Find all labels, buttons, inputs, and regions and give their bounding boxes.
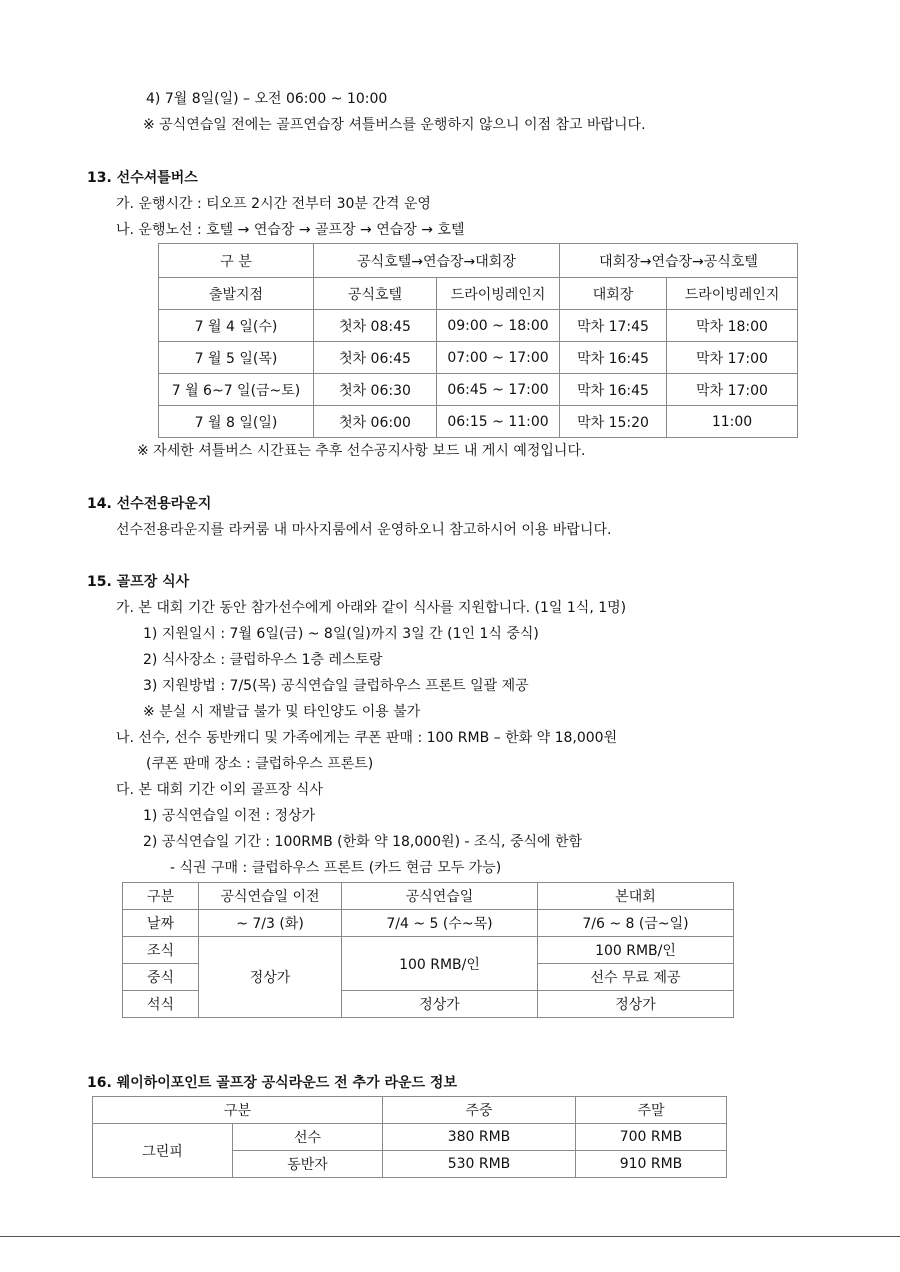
coupon-sale-line: 나. 선수, 선수 동반캐디 및 가족에게는 쿠폰 판매 : 100 RMB – 한화 약 18,000원 (116, 730, 618, 746)
shuttle-cell: 막차 17:00 (667, 374, 798, 406)
coupon-sale-place: (쿠폰 판매 장소 : 클럽하우스 프론트) (146, 756, 374, 772)
shuttle-timetable (158, 243, 798, 438)
meal-practice-price: 100 RMB/인 (342, 937, 538, 991)
shuttle-schedule-note: ※ 자세한 셔틀버스 시간표는 추후 선수공지사항 보드 내 게시 예정입니다. (137, 443, 586, 459)
shuttle-cell: 첫차 06:00 (314, 406, 437, 438)
shuttle-header-range: 드라이빙레인지 (437, 278, 560, 310)
table-row (123, 910, 734, 937)
meal-table (122, 882, 734, 1018)
meal-support-date: 1) 지원일시 : 7월 6일(금) ~ 8일(일)까지 3일 간 (1인 1식 중식) (143, 626, 539, 642)
round-header-weekend: 주말 (576, 1097, 727, 1124)
meal-row-dinner: 석식 (123, 991, 199, 1018)
round-player-weekday: 380 RMB (383, 1124, 576, 1151)
shuttle-cell: 막차 15:20 (560, 406, 667, 438)
shuttle-cell: 막차 17:45 (560, 310, 667, 342)
lounge-description: 선수전용라운지를 라커룸 내 마사지룸에서 운영하오니 참고하시어 이용 바랍니다. (116, 522, 612, 538)
meal-header-division: 구분 (123, 883, 199, 910)
shuttle-header-division: 구 분 (159, 244, 314, 278)
round-greenfee-label: 그린피 (93, 1124, 233, 1178)
meal-support-line: 가. 본 대회 기간 동안 참가선수에게 아래와 같이 식사를 지원합니다. (1일 1식, 1명) (116, 600, 627, 616)
section-16-title: 16. 웨이하이포인트 골프장 공식라운드 전 추가 라운드 정보 (87, 1075, 457, 1091)
shuttle-cell: 막차 17:00 (667, 342, 798, 374)
other-meal-line: 다. 본 대회 기간 이외 골프장 식사 (116, 782, 323, 798)
meal-main-breakfast: 100 RMB/인 (538, 937, 734, 964)
page-bottom-rule (0, 1236, 900, 1237)
shuttle-hours-line: 가. 운행시간 : 티오프 2시간 전부터 30분 간격 운영 (116, 196, 431, 212)
shuttle-cell: 7 월 6~7 일(금~토) (159, 374, 314, 406)
shuttle-cell: 11:00 (667, 406, 798, 438)
shuttle-header-range-return: 드라이빙레인지 (667, 278, 798, 310)
meal-row-date: 날짜 (123, 910, 199, 937)
meal-practice-dinner: 정상가 (342, 991, 538, 1018)
other-meal-practice: 2) 공식연습일 기간 : 100RMB (한화 약 18,000원) - 조식, 중식에 한함 (143, 834, 583, 850)
meal-ticket-purchase: - 식권 구매 : 클럽하우스 프론트 (카드 현금 모두 가능) (170, 860, 502, 876)
shuttle-cell: 막차 16:45 (560, 374, 667, 406)
shuttle-cell: 첫차 06:45 (314, 342, 437, 374)
meal-row-breakfast: 조식 (123, 937, 199, 964)
shuttle-header-return: 대회장→연습장→공식호텔 (560, 244, 798, 278)
shuttle-cell: 09:00 ~ 18:00 (437, 310, 560, 342)
shuttle-header-hotel: 공식호텔 (314, 278, 437, 310)
table-row (159, 406, 798, 438)
shuttle-cell: 7 월 8 일(일) (159, 406, 314, 438)
meal-pre-normal-price: 정상가 (199, 937, 342, 1018)
shuttle-cell: 7 월 5 일(목) (159, 342, 314, 374)
meal-date-pre: ~ 7/3 (화) (199, 910, 342, 937)
shuttle-cell: 06:45 ~ 17:00 (437, 374, 560, 406)
round-fee-table (92, 1096, 727, 1178)
meal-header-main: 본대회 (538, 883, 734, 910)
shuttle-header-outbound: 공식호텔→연습장→대회장 (314, 244, 560, 278)
meal-main-lunch: 선수 무료 제공 (538, 964, 734, 991)
practice-shuttle-note: ※ 공식연습일 전에는 골프연습장 셔틀버스를 운행하지 않으니 이점 참고 바랍니다. (143, 117, 646, 133)
table-row (123, 937, 734, 964)
shuttle-cell: 06:15 ~ 11:00 (437, 406, 560, 438)
shuttle-cell: 막차 16:45 (560, 342, 667, 374)
round-companion-weekend: 910 RMB (576, 1151, 727, 1178)
round-player-label: 선수 (233, 1124, 383, 1151)
round-player-weekend: 700 RMB (576, 1124, 727, 1151)
meal-header-pre: 공식연습일 이전 (199, 883, 342, 910)
shuttle-cell: 첫차 06:30 (314, 374, 437, 406)
meal-support-note: ※ 분실 시 재발급 불가 및 타인양도 이용 불가 (143, 704, 421, 720)
meal-main-dinner: 정상가 (538, 991, 734, 1018)
round-header-division: 구분 (93, 1097, 383, 1124)
shuttle-header-venue: 대회장 (560, 278, 667, 310)
meal-date-practice: 7/4 ~ 5 (수~목) (342, 910, 538, 937)
shuttle-cell: 막차 18:00 (667, 310, 798, 342)
shuttle-cell: 첫차 08:45 (314, 310, 437, 342)
round-header-weekday: 주중 (383, 1097, 576, 1124)
round-companion-weekday: 530 RMB (383, 1151, 576, 1178)
meal-header-practice: 공식연습일 (342, 883, 538, 910)
meal-support-method: 3) 지원방법 : 7/5(목) 공식연습일 클럽하우스 프론트 일괄 제공 (143, 678, 529, 694)
shuttle-cell: 7 월 4 일(수) (159, 310, 314, 342)
section-14-title: 14. 선수전용라운지 (87, 496, 212, 512)
round-companion-label: 동반자 (233, 1151, 383, 1178)
shuttle-cell: 07:00 ~ 17:00 (437, 342, 560, 374)
meal-date-main: 7/6 ~ 8 (금~일) (538, 910, 734, 937)
meal-row-lunch: 중식 (123, 964, 199, 991)
section-13-title: 13. 선수셔틀버스 (87, 170, 198, 186)
table-row (159, 342, 798, 374)
other-meal-pre: 1) 공식연습일 이전 : 정상가 (143, 808, 316, 824)
meal-support-place: 2) 식사장소 : 클럽하우스 1층 레스토랑 (143, 652, 383, 668)
practice-day-4-line: 4) 7월 8일(일) – 오전 06:00 ~ 10:00 (146, 91, 388, 107)
section-15-title: 15. 골프장 식사 (87, 574, 190, 590)
table-row (159, 374, 798, 406)
shuttle-route-line: 나. 운행노선 : 호텔 → 연습장 → 골프장 → 연습장 → 호텔 (116, 222, 465, 238)
table-row (93, 1124, 727, 1151)
table-row (159, 310, 798, 342)
shuttle-header-departure: 출발지점 (159, 278, 314, 310)
